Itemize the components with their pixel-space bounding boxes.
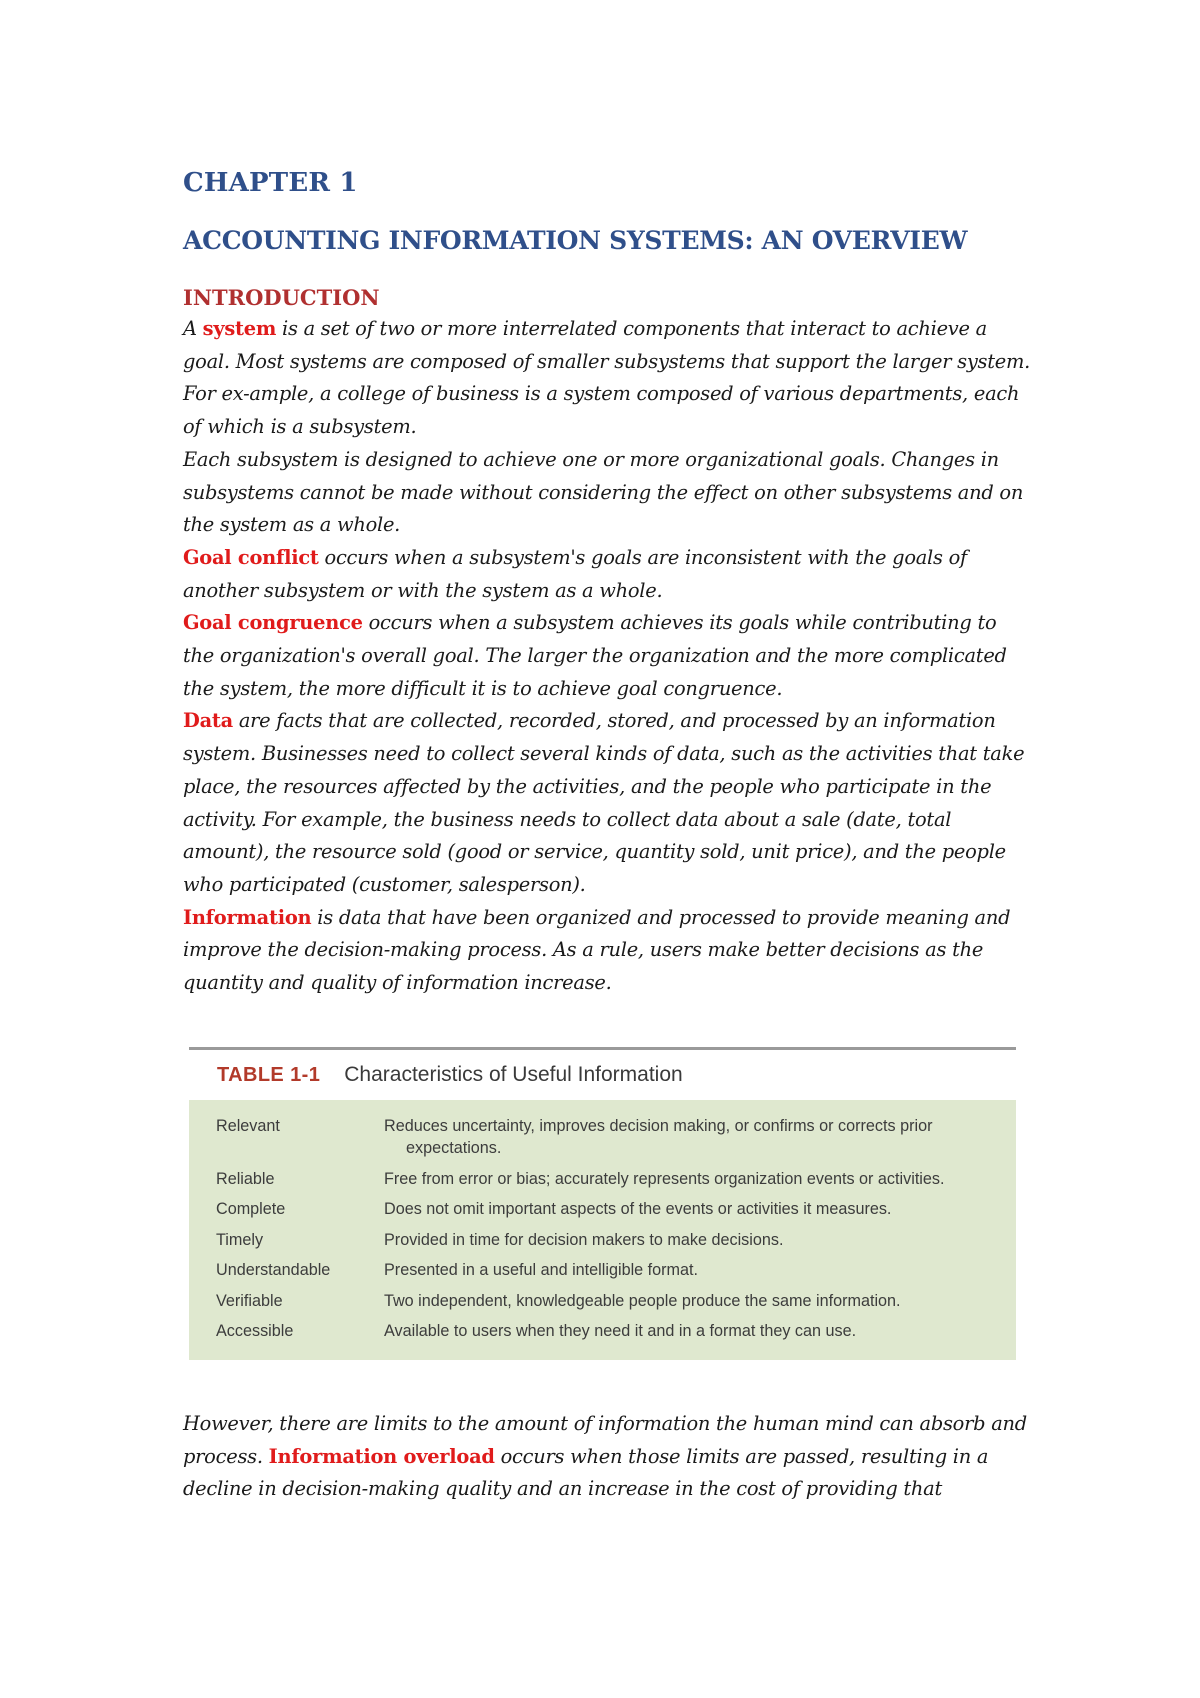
paragraph-information: Information is data that have been organized and processed to provide meaning and improve the decision-making process. As a rule, users make better decisions as the quantity and quality of information increase. [183, 905, 1011, 995]
term-information: Information [183, 905, 312, 929]
table-row [189, 1290, 1016, 1312]
document-page [183, 168, 1033, 1000]
table-desc: Free from error or bias; accurately represents organization events or activities. [384, 1169, 945, 1188]
chapter-title: ACCOUNTING INFORMATION SYSTEMS: AN OVERVIEW [183, 226, 968, 255]
table-figure [189, 1047, 1016, 1360]
table-row [189, 1229, 1016, 1251]
table-caption [189, 1050, 1016, 1100]
paragraph-subsystem: Each subsystem is designed to achieve one or more organizational goals. Changes in subsystems cannot be made without considering the effect on other subsystems and on the system as a whole. [183, 447, 1024, 537]
table-row [189, 1259, 1016, 1281]
table-row [189, 1168, 1016, 1190]
table-term: Understandable [216, 1261, 331, 1279]
table-term: Timely [216, 1230, 264, 1249]
table-body [189, 1100, 1016, 1360]
table-row [189, 1320, 1016, 1342]
table-desc: Presented in a useful and intelligible format. [384, 1261, 699, 1279]
paragraph-goal-congruence: Goal congruence occurs when a subsystem achieves its goals while contributing to the organization's overall goal. The larger the organization and the more complicated the system, the more difficult it is to achieve goal congruence. [183, 611, 1007, 700]
table-row [189, 1198, 1016, 1220]
table-term: Accessible [216, 1322, 294, 1340]
paragraph-data: Data are facts that are collected, recorded, stored, and processed by an information system. Businesses need to collect several kinds of data, such as the activities that take place, the resources affected by the activities, and the people who participate in the activity. For example, the business needs to collect data about a sale (date, total amount), the resource sold (good or service, quantity sold, unit price), and the people who participated (customer, salesperson). [183, 709, 1025, 896]
table-term: Relevant [216, 1117, 280, 1135]
paragraph-system: A system is a set of two or more interrelated components that interact to achieve a goal. Most systems are composed of smaller subsystems that support the larger system. For ex-ample, a college of business is a system composed of various departments, each of which is a subsystem. [183, 317, 1031, 439]
table-desc: Provided in time for decision makers to make decisions. [384, 1230, 784, 1249]
term-goal-congruence: Goal congruence [183, 611, 363, 635]
table-row [189, 1115, 1016, 1159]
paragraph-goal-conflict: Goal conflict occurs when a subsystem's goals are inconsistent with the goals of another subsystem or with the system as a whole. [183, 545, 967, 602]
table-label: TABLE 1-1 [217, 1063, 321, 1086]
section-heading: INTRODUCTION [183, 285, 380, 310]
term-system: system [202, 317, 277, 340]
paragraph-information-overload: However, there are limits to the amount of information the human mind can absorb and process. Information overload occurs when those limits are passed, resulting in a decline in decision-making quality and an increase in the cost of providing that [183, 1412, 1027, 1501]
table-title: Characteristics of Useful Information [344, 1063, 683, 1086]
body-text [183, 313, 1033, 1000]
table-term: Verifiable [216, 1291, 283, 1310]
term-information-overload: Information overload [268, 1444, 495, 1468]
chapter-number: CHAPTER 1 [183, 168, 358, 198]
table-desc: Two independent, knowledgeable people produce the same information. [384, 1291, 901, 1310]
table-term: Reliable [216, 1169, 275, 1188]
table-desc: Available to users when they need it and in a format they can use. [384, 1322, 857, 1340]
body-text-continued [183, 1408, 1033, 1506]
term-data: Data [183, 709, 233, 733]
table-desc: Does not omit important aspects of the events or activities it measures. [384, 1200, 892, 1218]
table-term: Complete [216, 1200, 286, 1218]
table-desc: Reduces uncertainty, improves decision making, or confirms or corrects prior expectations. [384, 1117, 933, 1157]
term-goal-conflict: Goal conflict [183, 545, 319, 569]
